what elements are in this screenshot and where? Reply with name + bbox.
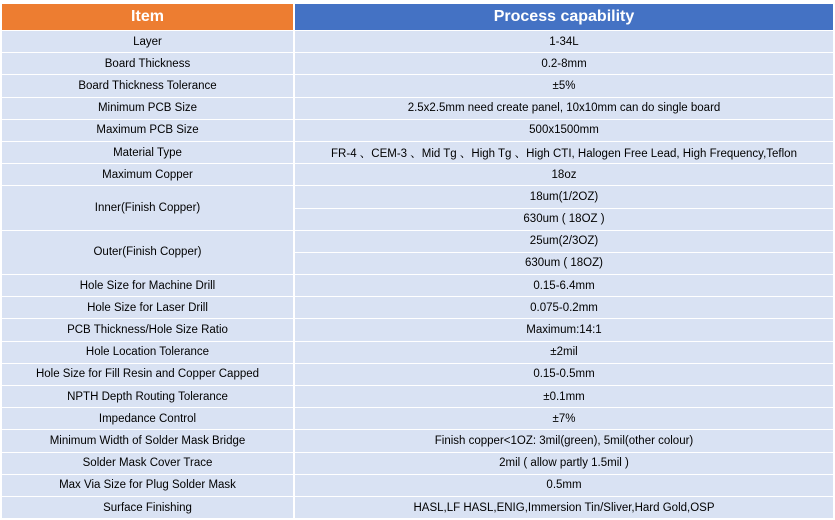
item-label: Hole Size for Fill Resin and Copper Capped: [2, 364, 295, 385]
capability-value: Maximum:14:1: [295, 319, 833, 340]
capability-value: FR-4 、CEM-3 、Mid Tg 、High Tg 、High CTI, Halogen Free Lead, High Frequency,Teflon: [295, 142, 833, 163]
item-label: Maximum Copper: [2, 164, 295, 185]
table-row: [2, 408, 833, 429]
table-row: [2, 75, 833, 96]
process-capability-table: [2, 3, 833, 519]
item-label: Surface Finishing: [2, 497, 295, 518]
item-label: Minimum Width of Solder Mask Bridge: [2, 430, 295, 451]
table-row: [2, 497, 833, 518]
table-row: [2, 319, 833, 340]
table-row: [2, 297, 833, 318]
capability-value: 2.5x2.5mm need create panel, 10x10mm can do single board: [295, 98, 833, 119]
item-label: Board Thickness: [2, 53, 295, 74]
item-label: Layer: [2, 31, 295, 52]
capability-value: 630um ( 18OZ): [295, 253, 833, 274]
item-label: Hole Size for Laser Drill: [2, 297, 295, 318]
table-body: [2, 31, 833, 518]
table-row: [2, 453, 833, 474]
table-row: [2, 342, 833, 363]
item-label: PCB Thickness/Hole Size Ratio: [2, 319, 295, 340]
item-column-header: Item: [2, 4, 295, 30]
capability-value: 18oz: [295, 164, 833, 185]
capability-value: 18um(1/2OZ): [295, 186, 833, 207]
item-label: Max Via Size for Plug Solder Mask: [2, 475, 295, 496]
capability-value: ±0.1mm: [295, 386, 833, 407]
table-row: [2, 186, 833, 207]
table-row: [2, 430, 833, 451]
table-row: [2, 275, 833, 296]
item-label: Material Type: [2, 142, 295, 163]
item-label: Maximum PCB Size: [2, 120, 295, 141]
item-label: Hole Location Tolerance: [2, 342, 295, 363]
item-label: Minimum PCB Size: [2, 98, 295, 119]
capability-value: Finish copper<1OZ: 3mil(green), 5mil(other colour): [295, 430, 833, 451]
capability-value: 0.2-8mm: [295, 53, 833, 74]
header-row: [2, 4, 833, 30]
capability-value: 0.15-6.4mm: [295, 275, 833, 296]
capability-value: 1-34L: [295, 31, 833, 52]
capability-value: ±5%: [295, 75, 833, 96]
item-label: Solder Mask Cover Trace: [2, 453, 295, 474]
table-row: [2, 120, 833, 141]
process-capability-column-header: Process capability: [295, 4, 833, 30]
capability-value: HASL,LF HASL,ENIG,Immersion Tin/Sliver,Hard Gold,OSP: [295, 497, 833, 518]
item-label: Inner(Finish Copper): [2, 186, 295, 229]
capability-value: 630um ( 18OZ ): [295, 209, 833, 230]
item-label: NPTH Depth Routing Tolerance: [2, 386, 295, 407]
item-label: Board Thickness Tolerance: [2, 75, 295, 96]
item-label: Outer(Finish Copper): [2, 231, 295, 274]
capability-value: ±7%: [295, 408, 833, 429]
table-row: [2, 31, 833, 52]
capability-value: 500x1500mm: [295, 120, 833, 141]
table-row: [2, 364, 833, 385]
capability-value: 2mil ( allow partly 1.5mil ): [295, 453, 833, 474]
capability-value: 25um(2/3OZ): [295, 231, 833, 252]
table-row: [2, 475, 833, 496]
table-row: [2, 231, 833, 252]
item-label: Impedance Control: [2, 408, 295, 429]
item-label: Hole Size for Machine Drill: [2, 275, 295, 296]
table-row: [2, 386, 833, 407]
capability-value: 0.075-0.2mm: [295, 297, 833, 318]
capability-value: 0.5mm: [295, 475, 833, 496]
table-row: [2, 142, 833, 163]
table-row: [2, 164, 833, 185]
capability-value: ±2mil: [295, 342, 833, 363]
capability-value: 0.15-0.5mm: [295, 364, 833, 385]
table-row: [2, 98, 833, 119]
table-row: [2, 53, 833, 74]
